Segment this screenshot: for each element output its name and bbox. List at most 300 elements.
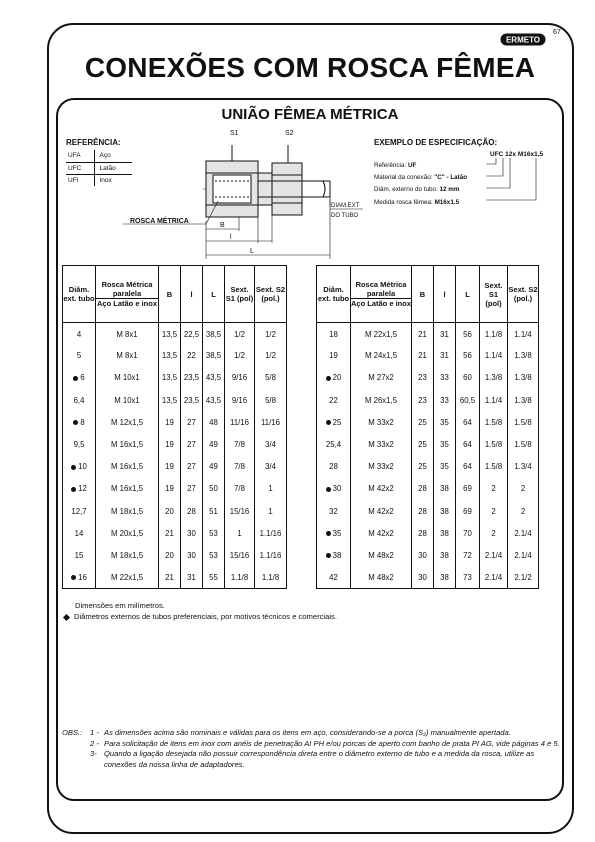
table-row <box>63 544 287 566</box>
cell-s2: 1.1/16 <box>255 544 287 566</box>
table-row <box>317 389 539 411</box>
cell-b: 21 <box>412 345 434 367</box>
cell-l: 27 <box>181 411 203 433</box>
cell-diam <box>317 544 351 566</box>
cell-s1: 15/16 <box>225 544 255 566</box>
table-header-row <box>317 266 539 323</box>
reference-material: Latão <box>94 162 132 174</box>
cell-l: 38 <box>434 478 456 500</box>
cell-diam-value: 5 <box>76 351 82 361</box>
cell-diam-value: 22 <box>329 395 338 405</box>
table-row <box>317 567 539 589</box>
table-row <box>63 389 287 411</box>
example-line-value: "C" - Latão <box>434 174 468 182</box>
cell-s1: 1.1/4 <box>480 345 508 367</box>
obs-text: Quando a ligação desejada não possuir correspondência direta entre o diâmetro externo de tubo e a medida da rosca, utilize as conexões da nossa linha de adaptadores. <box>104 749 535 769</box>
cell-diam-value: 4 <box>76 330 82 340</box>
cell-rosca: M 12x1,5 <box>96 411 159 433</box>
cell-rosca: M 10x1 <box>96 367 159 389</box>
header-b: B <box>159 266 181 323</box>
cell-L: 43,5 <box>203 367 225 389</box>
cell-L: 64 <box>456 456 480 478</box>
cell-l: 33 <box>434 367 456 389</box>
cell-rosca: M 22x1,5 <box>96 567 159 589</box>
cell-diam-value: 25 <box>332 417 342 427</box>
cell-s2: 1.3/4 <box>508 456 539 478</box>
cell-diam-value: 30 <box>332 484 342 494</box>
drawing-label-s2: S2 <box>285 130 294 137</box>
cell-l: 35 <box>434 456 456 478</box>
cell-diam-value: 6 <box>80 373 85 383</box>
obs-num: 3- <box>90 749 97 758</box>
cell-s2: 1.1/16 <box>255 522 287 544</box>
cell-L: 38,5 <box>203 323 225 345</box>
cell-l: 27 <box>181 456 203 478</box>
observations <box>62 728 562 770</box>
cell-diam <box>317 411 351 433</box>
cell-s2: 1.5/8 <box>508 433 539 455</box>
cell-diam-value: 20 <box>332 373 342 383</box>
cell-L: 43,5 <box>203 389 225 411</box>
header-s1: Sext. S1 (pol) <box>225 266 255 323</box>
cell-l: 27 <box>181 433 203 455</box>
table-header-row <box>63 266 287 323</box>
table-row <box>317 522 539 544</box>
cell-s1: 1 <box>225 522 255 544</box>
table-row <box>63 478 287 500</box>
preferred-dot-icon <box>326 487 331 492</box>
cell-rosca: M 22x1,5 <box>351 323 412 345</box>
cell-diam-value: 28 <box>329 462 338 472</box>
cell-L: 56 <box>456 345 480 367</box>
cell-diam <box>63 367 96 389</box>
obs-item <box>62 749 562 770</box>
cell-rosca: M 8x1 <box>96 323 159 345</box>
header-s2: Sext. S2 (pol.) <box>255 266 287 323</box>
table-row <box>317 433 539 455</box>
drawing-label-s1: S1 <box>230 130 239 137</box>
cell-L: 60,5 <box>456 389 480 411</box>
cell-b: 13,5 <box>159 345 181 367</box>
cell-b: 28 <box>412 500 434 522</box>
cell-s1: 1.3/8 <box>480 367 508 389</box>
obs-num: 1 - <box>90 728 99 737</box>
cell-diam <box>63 544 96 566</box>
cell-L: 56 <box>456 323 480 345</box>
cell-diam <box>63 389 96 411</box>
cell-l: 30 <box>181 544 203 566</box>
header-rosca-bottom: Aço Latão e inox <box>351 299 412 308</box>
header-rosca <box>351 266 412 323</box>
cell-rosca: M 16x1,5 <box>96 456 159 478</box>
cell-diam-value: 8 <box>80 417 85 427</box>
table-row <box>317 456 539 478</box>
cell-b: 30 <box>412 544 434 566</box>
header-rosca <box>96 266 159 323</box>
cell-rosca: M 42x2 <box>351 522 412 544</box>
cell-L: 38,5 <box>203 345 225 367</box>
cell-diam <box>317 323 351 345</box>
preferred-dot-icon <box>73 376 78 381</box>
cell-rosca: M 10x1 <box>96 389 159 411</box>
cell-rosca: M 42x2 <box>351 478 412 500</box>
table-row <box>317 478 539 500</box>
section-subtitle: UNIÃO FÊMEA MÉTRICA <box>221 106 399 123</box>
cell-diam-value: 32 <box>329 506 338 516</box>
example-title: EXEMPLO DE ESPECIFICAÇÃO: <box>374 138 498 147</box>
example-line-value: 12 mm <box>439 186 460 194</box>
cell-s1: 1.1/4 <box>480 389 508 411</box>
note-preferred <box>75 611 337 622</box>
cell-b: 21 <box>412 323 434 345</box>
reference-code: UFI <box>66 174 94 186</box>
cell-s1: 11/16 <box>225 411 255 433</box>
header-s1: Sext. S1 (pol) <box>480 266 508 323</box>
header-l: l <box>434 266 456 323</box>
cell-diam-value: 35 <box>332 528 342 538</box>
cell-s2: 2.1/2 <box>508 567 539 589</box>
example-line-label: Medida rosca fêmea: <box>374 198 435 206</box>
cell-b: 19 <box>159 411 181 433</box>
cell-L: 53 <box>203 544 225 566</box>
cell-b: 13,5 <box>159 389 181 411</box>
cell-s2: 1.3/8 <box>508 389 539 411</box>
cell-diam <box>63 411 96 433</box>
table-row <box>317 367 539 389</box>
table-row <box>63 367 287 389</box>
preferred-dot-icon <box>71 465 76 470</box>
cell-diam <box>63 456 96 478</box>
cell-l: 31 <box>434 323 456 345</box>
preferred-dot-icon <box>326 531 331 536</box>
table-row <box>63 522 287 544</box>
fitting-drawing <box>118 125 368 263</box>
cell-diam-value: 12,7 <box>71 506 87 516</box>
drawing-label-lb: L <box>250 248 254 255</box>
note-dimensions: Dimensões em milímetros. <box>75 601 165 610</box>
cell-b: 13,5 <box>159 367 181 389</box>
cell-s2: 1 <box>255 478 287 500</box>
cell-rosca: M 20x1,5 <box>96 522 159 544</box>
cell-L: 51 <box>203 500 225 522</box>
cell-s1: 1.5/8 <box>480 411 508 433</box>
cell-l: 38 <box>434 567 456 589</box>
cell-L: 69 <box>456 500 480 522</box>
preferred-dot-icon <box>73 420 78 425</box>
cell-rosca: M 16x1,5 <box>96 478 159 500</box>
cell-s1: 1.5/8 <box>480 456 508 478</box>
cell-diam <box>317 389 351 411</box>
cell-diam <box>63 500 96 522</box>
table-row <box>63 456 287 478</box>
example-code-ref: UFC <box>490 151 504 158</box>
cell-L: 60 <box>456 367 480 389</box>
cell-s1: 1.1/8 <box>225 567 255 589</box>
cell-rosca: M 16x1,5 <box>96 433 159 455</box>
cell-b: 21 <box>159 567 181 589</box>
cell-s2: 1 <box>255 500 287 522</box>
cell-diam <box>63 345 96 367</box>
reference-title: REFERÊNCIA: <box>66 138 121 147</box>
cell-diam <box>63 478 96 500</box>
cell-L: 64 <box>456 411 480 433</box>
cell-s2: 2 <box>508 478 539 500</box>
example-line-value: M16x1.5 <box>434 198 460 206</box>
cell-s1: 2 <box>480 478 508 500</box>
cell-s1: 9/16 <box>225 367 255 389</box>
cell-b: 13,5 <box>159 323 181 345</box>
table-row <box>317 345 539 367</box>
cell-diam-value: 16 <box>78 572 87 582</box>
page-number: 67 <box>553 29 561 36</box>
preferred-dot-icon <box>326 553 331 558</box>
cell-s2: 1/2 <box>255 323 287 345</box>
cell-rosca: M 33x2 <box>351 411 412 433</box>
drawing-label-rosca: ROSCA MÉTRICA <box>130 218 189 225</box>
cell-b: 28 <box>412 522 434 544</box>
cell-diam <box>317 522 351 544</box>
cell-rosca: M 42x2 <box>351 500 412 522</box>
cell-b: 19 <box>159 456 181 478</box>
cell-diam <box>63 567 96 589</box>
example-code-thread: M16x1,5 <box>517 151 544 158</box>
cell-rosca: M 24x1,5 <box>351 345 412 367</box>
drawing-label-d1: DIAM.EXT <box>331 203 360 209</box>
cell-rosca: M 33x2 <box>351 456 412 478</box>
table-row <box>63 345 287 367</box>
obs-item <box>62 728 562 739</box>
header-s2: Sext. S2 (pol.) <box>508 266 539 323</box>
spec-table-right <box>316 265 539 589</box>
cell-s1: 2 <box>480 500 508 522</box>
cell-rosca: M 18x1,5 <box>96 500 159 522</box>
cell-b: 19 <box>159 433 181 455</box>
obs-num: 2 - <box>90 738 99 748</box>
example-line <box>374 184 467 196</box>
cell-s1: 2.1/4 <box>480 544 508 566</box>
cell-s2: 2.1/4 <box>508 544 539 566</box>
cell-b: 21 <box>159 522 181 544</box>
header-b: B <box>412 266 434 323</box>
example-line <box>374 197 467 209</box>
cell-s2: 5/8 <box>255 367 287 389</box>
cell-l: 38 <box>434 522 456 544</box>
cell-s1: 7/8 <box>225 433 255 455</box>
cell-L: 72 <box>456 544 480 566</box>
cell-s1: 15/16 <box>225 500 255 522</box>
cell-diam-value: 18 <box>329 330 338 340</box>
cell-s2: 3/4 <box>255 456 287 478</box>
cell-s1: 1/2 <box>225 345 255 367</box>
cell-l: 27 <box>181 478 203 500</box>
cell-diam-value: 25,4 <box>325 440 342 450</box>
cell-diam <box>63 522 96 544</box>
cell-rosca: M 8x1 <box>96 345 159 367</box>
preferred-dot-icon <box>71 575 76 580</box>
cell-diam <box>317 478 351 500</box>
reference-material: Aço <box>94 150 132 162</box>
cell-l: 23,5 <box>181 389 203 411</box>
cell-diam-value: 10 <box>78 462 87 472</box>
cell-diam-value: 19 <box>329 351 338 361</box>
preferred-dot-icon <box>71 487 76 492</box>
example-code-x: x <box>512 151 517 158</box>
cell-s1: 2 <box>480 522 508 544</box>
header-diam: Diâm. ext. tubo <box>63 266 96 323</box>
example-lines <box>374 160 467 209</box>
reference-material: Inox <box>99 176 112 184</box>
cell-s2: 1.3/8 <box>508 345 539 367</box>
cell-diam <box>317 456 351 478</box>
svg-text:ERMETO: ERMETO <box>505 35 541 45</box>
cell-L: 64 <box>456 433 480 455</box>
cell-s2: 11/16 <box>255 411 287 433</box>
reference-code: UFA <box>66 150 94 162</box>
cell-L: 53 <box>203 522 225 544</box>
cell-s1: 9/16 <box>225 389 255 411</box>
cell-l: 28 <box>181 500 203 522</box>
notes <box>75 600 337 622</box>
cell-diam <box>317 567 351 589</box>
example-line-label: Material da conexão: <box>374 174 435 182</box>
cell-l: 30 <box>181 522 203 544</box>
drawing-label-b: B <box>220 222 225 229</box>
cell-diam <box>317 367 351 389</box>
cell-L: 48 <box>203 411 225 433</box>
brand-logo <box>500 33 546 46</box>
cell-diam <box>317 345 351 367</box>
cell-l: 31 <box>434 345 456 367</box>
drawing-label-d2: DO TUBO <box>331 213 359 219</box>
header-rosca-top: Rosca Métrica paralela <box>96 280 158 299</box>
cell-b: 25 <box>412 433 434 455</box>
cell-s2: 2 <box>508 500 539 522</box>
header-L: L <box>456 266 480 323</box>
obs-item <box>62 739 562 750</box>
cell-L: 49 <box>203 433 225 455</box>
cell-L: 50 <box>203 478 225 500</box>
cell-b: 25 <box>412 456 434 478</box>
table-row <box>63 411 287 433</box>
header-rosca-top: Rosca Métrica paralela <box>351 280 411 299</box>
table-row <box>317 411 539 433</box>
cell-rosca: M 18x1,5 <box>96 544 159 566</box>
reference-code: UFC <box>66 162 94 174</box>
cell-L: 73 <box>456 567 480 589</box>
cell-s2: 1.3/8 <box>508 367 539 389</box>
cell-s2: 2.1/4 <box>508 522 539 544</box>
example-line <box>374 160 467 172</box>
cell-b: 23 <box>412 367 434 389</box>
example-line-label: Referência: <box>374 162 408 169</box>
header-L: L <box>203 266 225 323</box>
cell-s1: 7/8 <box>225 456 255 478</box>
cell-L: 70 <box>456 522 480 544</box>
cell-s1: 7/8 <box>225 478 255 500</box>
preferred-dot-icon <box>326 376 331 381</box>
cell-l: 22,5 <box>181 323 203 345</box>
cell-l: 31 <box>181 567 203 589</box>
table-row <box>317 500 539 522</box>
cell-rosca: M 26x1,5 <box>351 389 412 411</box>
obs-text: Para solicitação de itens em inox com anéis de penetração AI PH e/ou porcas de aperto com banho de prata PI AG, vide páginas 4 e 5. <box>104 738 560 748</box>
cell-diam <box>317 500 351 522</box>
cell-s1: 1.1/8 <box>480 323 508 345</box>
preferred-dot-icon <box>326 420 331 425</box>
cell-rosca: M 48x2 <box>351 544 412 566</box>
example-leader-lines <box>486 150 561 205</box>
table-row <box>63 433 287 455</box>
cell-b: 23 <box>412 389 434 411</box>
cell-diam-value: 6,4 <box>73 395 85 405</box>
cell-L: 49 <box>203 456 225 478</box>
cell-s2: 1/2 <box>255 345 287 367</box>
example-line-value: UF <box>407 162 417 169</box>
cell-s2: 1.1/4 <box>508 323 539 345</box>
cell-l: 33 <box>434 389 456 411</box>
cell-s1: 1.5/8 <box>480 433 508 455</box>
header-rosca-bottom: Aço Latão e inox <box>96 299 157 308</box>
note-preferred-text: Diâmetros externos de tubos preferenciais, por motivos técnicos e comerciais. <box>74 612 337 621</box>
cell-diam-value: 38 <box>332 550 342 560</box>
cell-l: 22 <box>181 345 203 367</box>
table-row <box>63 323 287 345</box>
table-row <box>317 323 539 345</box>
obs-label: OBS.: <box>62 728 83 737</box>
cell-diam <box>317 433 351 455</box>
cell-diam-value: 14 <box>74 528 84 538</box>
table-row <box>63 500 287 522</box>
cell-s2: 3/4 <box>255 433 287 455</box>
header-l: l <box>181 266 203 323</box>
table-row <box>63 567 287 589</box>
cell-l: 38 <box>434 544 456 566</box>
cell-L: 55 <box>203 567 225 589</box>
cell-b: 19 <box>159 478 181 500</box>
cell-l: 23,5 <box>181 367 203 389</box>
obs-text: As dimensões acima são nominais e válidas para os itens em aço, considerando-se a porca (S₂) manualmente apertada. <box>104 728 511 737</box>
table-row <box>317 544 539 566</box>
cell-rosca: M 33x2 <box>351 433 412 455</box>
cell-b: 25 <box>412 411 434 433</box>
cell-s2: 1.1/8 <box>255 567 287 589</box>
cell-s2: 1.5/8 <box>508 411 539 433</box>
cell-s1: 2.1/4 <box>480 567 508 589</box>
cell-l: 38 <box>434 500 456 522</box>
cell-diam-value: 12 <box>78 484 87 494</box>
cell-b: 28 <box>412 478 434 500</box>
cell-l: 35 <box>434 433 456 455</box>
header-diam: Diâm. ext. tubo <box>317 266 351 323</box>
cell-b: 30 <box>412 567 434 589</box>
spec-table-left <box>62 265 287 589</box>
cell-diam-value: 42 <box>329 572 338 582</box>
example-line-label: Diâm. externo do tubo: <box>374 186 440 194</box>
cell-b: 20 <box>159 544 181 566</box>
cell-l: 35 <box>434 411 456 433</box>
example-code-diam: 12 <box>505 151 513 158</box>
cell-s1: 1/2 <box>225 323 255 345</box>
page-title: CONEXÕES COM ROSCA FÊMEA <box>84 52 536 83</box>
cell-diam <box>63 433 96 455</box>
cell-L: 69 <box>456 478 480 500</box>
cell-rosca: M 27x2 <box>351 367 412 389</box>
drawing-label-ls: l <box>230 234 232 241</box>
cell-rosca: M 48x2 <box>351 567 412 589</box>
cell-b: 20 <box>159 500 181 522</box>
cell-diam <box>63 323 96 345</box>
cell-diam-value: 9,5 <box>73 440 85 450</box>
